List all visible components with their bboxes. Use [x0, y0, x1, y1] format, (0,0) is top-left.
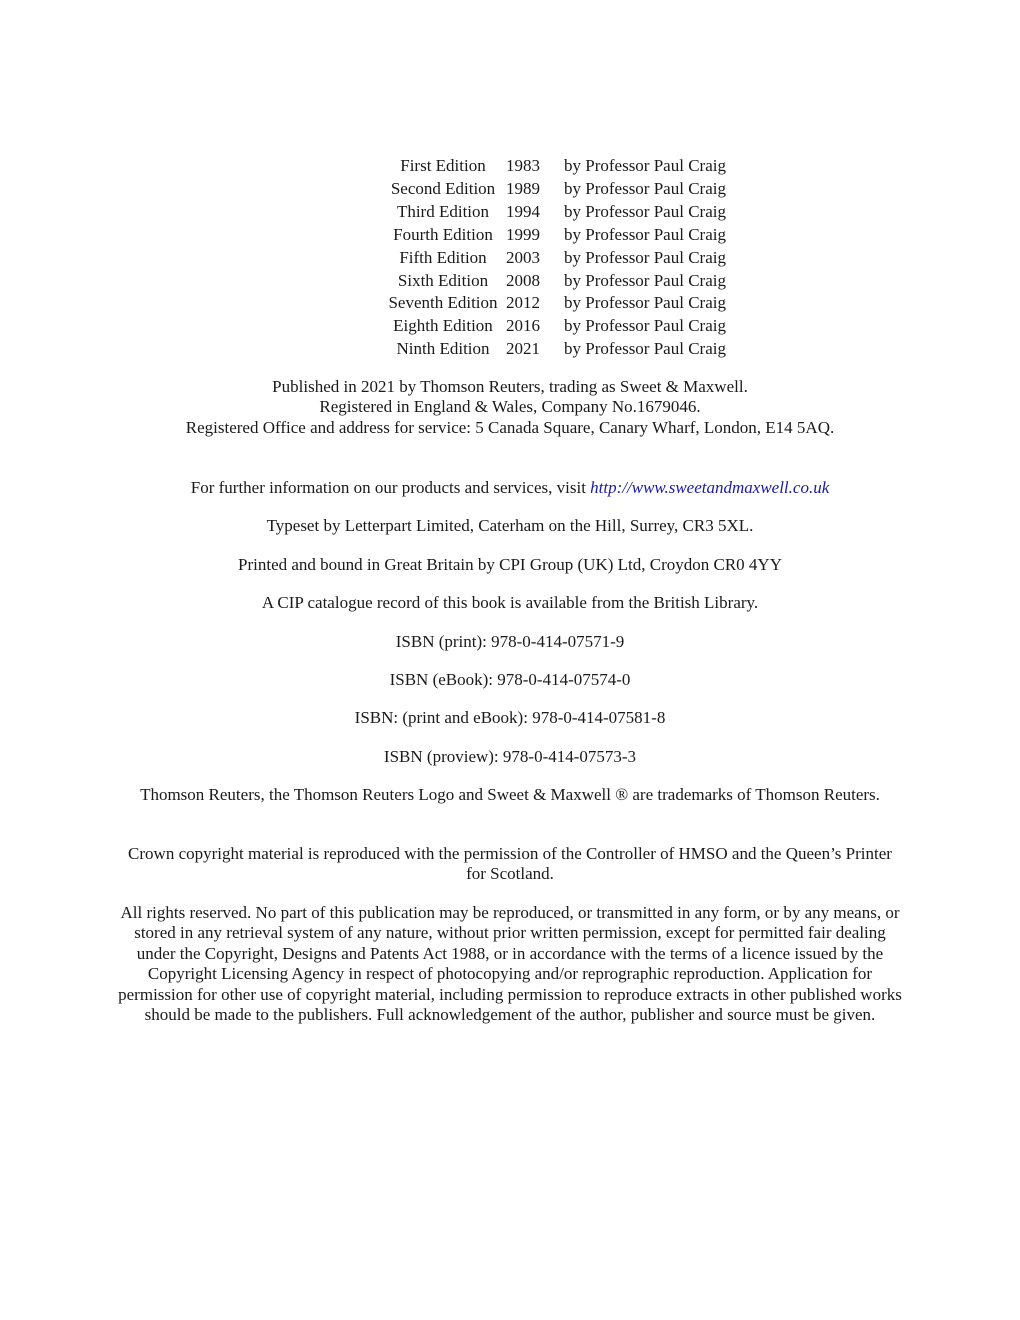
crown-copyright-notice: Crown copyright material is reproduced with the permission of the Controller of HMSO and the Queen’s Printer for Scotland. — [128, 844, 892, 884]
isbn-print-block — [110, 632, 910, 652]
edition-year: 2003 — [506, 247, 540, 267]
edition-name: Third Edition — [396, 201, 490, 221]
edition-row — [380, 247, 726, 270]
further-info-block — [110, 478, 910, 498]
edition-name: Fifth Edition — [399, 247, 487, 267]
isbn-print-ebook-block — [110, 708, 910, 728]
publisher-website-link[interactable]: http://www.sweetandmaxwell.co.uk — [590, 478, 830, 497]
isbn-print: ISBN (print): 978-0-414-07571-9 — [395, 632, 625, 651]
edition-name: Second Edition — [390, 178, 496, 198]
edition-name: Eighth Edition — [393, 316, 493, 336]
edition-year: 2008 — [506, 270, 540, 290]
edition-row — [380, 338, 726, 361]
edition-author: by Professor Paul Craig — [564, 270, 726, 290]
edition-author: by Professor Paul Craig — [564, 339, 726, 359]
edition-year: 1999 — [506, 224, 540, 244]
edition-year: 1989 — [506, 178, 540, 198]
edition-name: Seventh Edition — [388, 293, 498, 313]
publisher-block — [178, 377, 842, 438]
edition-row — [380, 178, 726, 201]
further-info-text: For further information on our products and services, visit — [190, 478, 591, 497]
edition-name: Sixth Edition — [397, 270, 489, 290]
registered-office-line: Registered Office and address for service: 5 Canada Square, Canary Wharf, London, E14 5AQ. — [185, 417, 835, 437]
registration-line: Registered in England & Wales, Company No.1679046. — [319, 397, 701, 417]
trademarks-notice: Thomson Reuters, the Thomson Reuters Logo and Sweet & Maxwell ® are trademarks of Thomson Reuters. — [140, 785, 880, 804]
crown-copyright-block — [120, 844, 900, 885]
isbn-proview: ISBN (proview): 978-0-414-07573-3 — [383, 747, 637, 766]
edition-year: 2012 — [506, 293, 540, 313]
edition-author: by Professor Paul Craig — [564, 156, 726, 175]
typeset-block — [110, 516, 910, 536]
edition-row — [380, 155, 726, 178]
typeset-line: Typeset by Letterpart Limited, Caterham on the Hill, Surrey, CR3 5XL. — [266, 516, 754, 535]
isbn-ebook: ISBN (eBook): 978-0-414-07574-0 — [389, 670, 631, 689]
printed-line: Printed and bound in Great Britain by CPI Group (UK) Ltd, Croydon CR0 4YY — [238, 555, 782, 574]
edition-author: by Professor Paul Craig — [564, 316, 726, 336]
edition-row — [380, 224, 726, 247]
edition-row — [380, 270, 726, 293]
further-info-line — [110, 478, 910, 498]
edition-author: by Professor Paul Craig — [564, 293, 726, 313]
edition-year: 1994 — [506, 201, 540, 221]
edition-row — [380, 201, 726, 224]
isbn-print-ebook: ISBN: (print and eBook): 978-0-414-07581-8 — [354, 708, 666, 727]
edition-author: by Professor Paul Craig — [564, 224, 726, 244]
edition-year: 2016 — [506, 316, 540, 336]
cip-line: A CIP catalogue record of this book is available from the British Library. — [261, 593, 759, 612]
cip-block — [110, 593, 910, 613]
edition-author: by Professor Paul Craig — [564, 201, 726, 221]
edition-row — [380, 292, 726, 315]
edition-author: by Professor Paul Craig — [564, 178, 726, 198]
printed-block — [110, 555, 910, 575]
edition-author: by Professor Paul Craig — [564, 247, 726, 267]
editions-table — [380, 155, 726, 361]
trademarks-block — [140, 785, 880, 805]
isbn-proview-block — [110, 747, 910, 767]
publisher-line: Published in 2021 by Thomson Reuters, trading as Sweet & Maxwell. — [272, 377, 748, 396]
edition-year: 1983 — [506, 156, 540, 175]
edition-row — [380, 315, 726, 338]
rights-notice: All rights reserved. No part of this publication may be reproduced, or transmitted in any form, or by any means, or stored in any retrieval system of any nature, without prior written permission, except for permitted fair dealing under the Copyright, Designs and Patents Act 1988, or in accordance with the terms of a licence issued by the Copyright Licensing Agency in respect of photocopying and/or reprographic reproduction. Application for permission for other use of copyright material, including permission to reproduce extracts in other published works should be made to the publishers. Full acknowledgement of the author, publisher and source must be given. — [118, 903, 902, 1025]
edition-name: First Edition — [400, 156, 486, 175]
edition-year: 2021 — [506, 339, 540, 359]
isbn-ebook-block — [110, 670, 910, 690]
edition-name: Ninth Edition — [396, 339, 490, 359]
edition-name: Fourth Edition — [393, 224, 493, 244]
rights-block — [116, 903, 904, 1025]
